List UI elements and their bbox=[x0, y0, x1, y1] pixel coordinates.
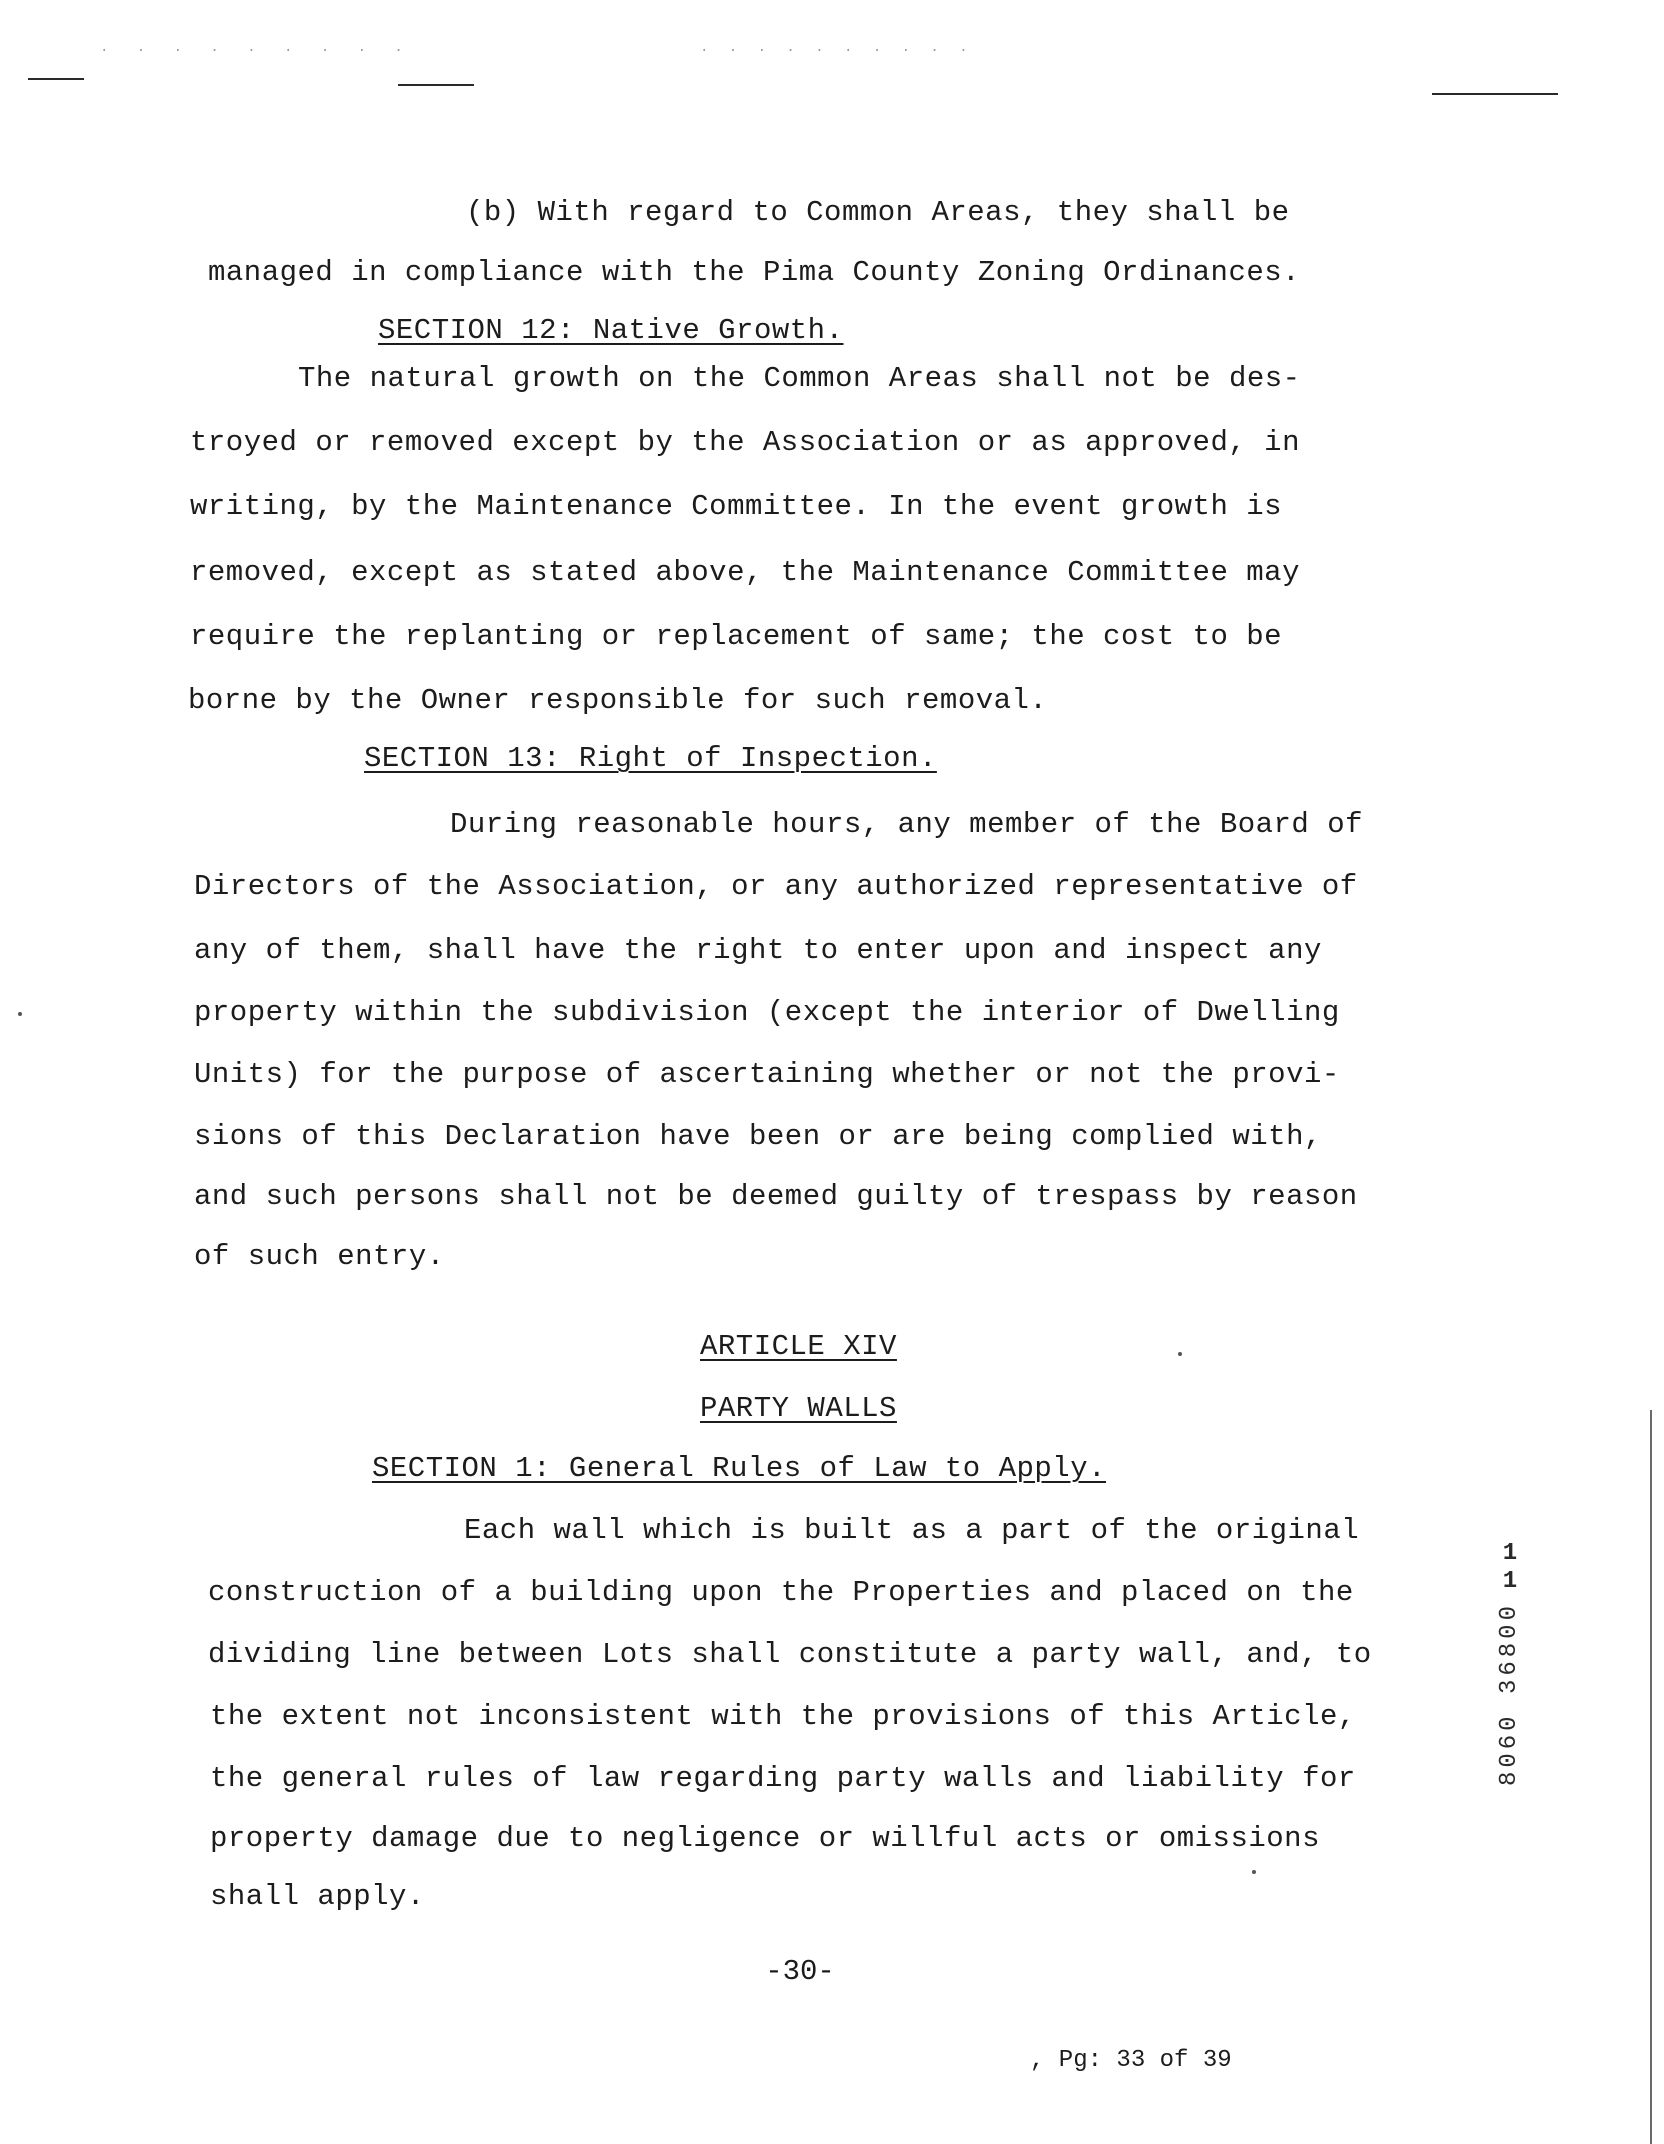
scan-mark-top-left bbox=[28, 78, 84, 80]
section-13-line: During reasonable hours, any member of the Board of bbox=[450, 808, 1364, 841]
section-13-line: of such entry. bbox=[194, 1240, 445, 1273]
subsection-b-line-2: managed in compliance with the Pima County Zoning Ordinances. bbox=[208, 256, 1301, 289]
section-1-line: the extent not inconsistent with the provisions of this Article, bbox=[210, 1700, 1356, 1733]
scan-edge-line bbox=[1650, 1410, 1652, 2144]
recorder-stamp-digit: 1 bbox=[1502, 1568, 1518, 1595]
page-count-footer: , Pg: 33 of 39 bbox=[1030, 2047, 1232, 2074]
section-12-line: require the replanting or replacement of same; the cost to be bbox=[190, 620, 1283, 653]
article-number: ARTICLE XIV bbox=[700, 1330, 897, 1363]
recorder-stamp-digit: 1 bbox=[1502, 1540, 1518, 1567]
section-1-line: Each wall which is built as a part of the original bbox=[464, 1514, 1360, 1547]
scan-speck bbox=[1252, 1870, 1256, 1874]
section-1-line: property damage due to negligence or willful acts or omissions bbox=[210, 1822, 1320, 1855]
recorder-stamp bbox=[1480, 1540, 1540, 1860]
section-12-line: troyed or removed except by the Association or as approved, in bbox=[190, 426, 1300, 459]
section-12-line: removed, except as stated above, the Maintenance Committee may bbox=[190, 556, 1300, 589]
section-1-line: construction of a building upon the Properties and placed on the bbox=[208, 1576, 1354, 1609]
scan-dots-top: . . . . . . . . . bbox=[100, 40, 413, 56]
section-1-line: dividing line between Lots shall constitute a party wall, and, to bbox=[208, 1638, 1372, 1671]
section-13-line: Units) for the purpose of ascertaining whether or not the provi- bbox=[194, 1058, 1340, 1091]
section-13-line: and such persons shall not be deemed guilty of trespass by reason bbox=[194, 1180, 1358, 1213]
section-13-line: Directors of the Association, or any authorized representative of bbox=[194, 870, 1358, 903]
article-title: PARTY WALLS bbox=[700, 1392, 897, 1425]
section-12-heading: SECTION 12: Native Growth. bbox=[378, 314, 844, 347]
section-12-line: The natural growth on the Common Areas shall not be des- bbox=[298, 362, 1301, 395]
scan-dots-top-center: . . . . . . . . . . bbox=[700, 40, 974, 56]
section-13-line: property within the subdivision (except the interior of Dwelling bbox=[194, 996, 1340, 1029]
subsection-b-line-1: (b) With regard to Common Areas, they shall be bbox=[466, 196, 1290, 229]
scan-speck bbox=[18, 1012, 22, 1016]
section-13-heading: SECTION 13: Right of Inspection. bbox=[364, 742, 937, 775]
scan-speck bbox=[1178, 1352, 1182, 1356]
scan-mark-top-center bbox=[398, 84, 474, 86]
section-13-line: any of them, shall have the right to enter upon and inspect any bbox=[194, 934, 1322, 967]
section-12-line: writing, by the Maintenance Committee. In the event growth is bbox=[190, 490, 1283, 523]
section-1-line: the general rules of law regarding party walls and liability for bbox=[210, 1762, 1356, 1795]
section-12-line: borne by the Owner responsible for such removal. bbox=[188, 684, 1048, 717]
section-1-line: shall apply. bbox=[210, 1880, 425, 1913]
section-1-heading: SECTION 1: General Rules of Law to Apply. bbox=[372, 1452, 1107, 1485]
section-13-line: sions of this Declaration have been or are being complied with, bbox=[194, 1120, 1322, 1153]
scan-mark-top-right bbox=[1432, 93, 1558, 95]
page-number: -30- bbox=[765, 1955, 835, 1988]
recorder-stamp-code: 8060 36800 bbox=[1496, 1602, 1523, 1787]
